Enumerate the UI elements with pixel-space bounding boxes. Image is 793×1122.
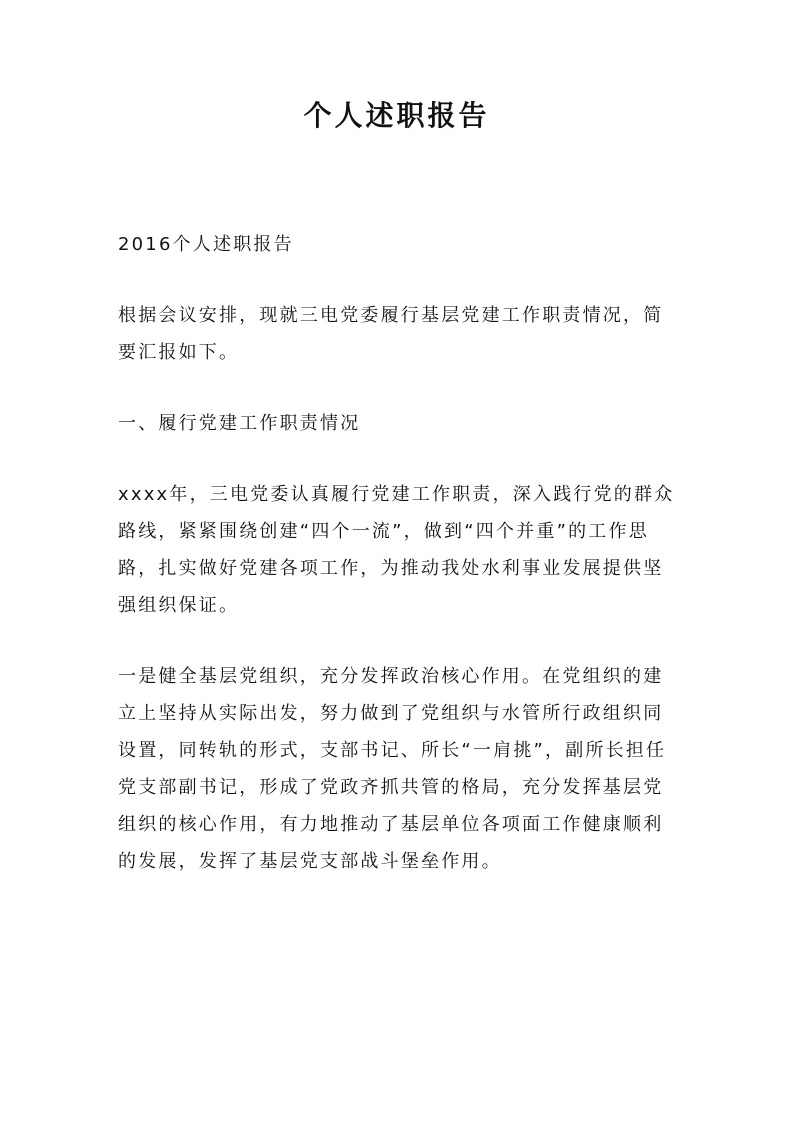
body-paragraph: xxxx年，三电党委认真履行党建工作职责，深入践行党的群众路线，紧紧围绕创建“四个一流”，做到“四个并重”的工作思路，扎实做好党建各项工作，为推动我处水利事业发展提供坚强组织保证。 bbox=[118, 484, 675, 616]
document-subtitle: 2016个人述职报告 bbox=[118, 234, 294, 255]
document-title: 个人述职报告 bbox=[303, 99, 490, 132]
section-heading: 一、履行党建工作职责情况 bbox=[118, 413, 361, 434]
intro-paragraph: 根据会议安排，现就三电党委履行基层党建工作职责情况，简要汇报如下。 bbox=[118, 305, 664, 363]
document-body bbox=[118, 226, 678, 914]
body-paragraph: 一是健全基层党组织，充分发挥政治核心作用。在党组织的建立上坚持从实际出发，努力做到了党组织与水管所行政组织同设置，同转轨的形式，支部书记、所长“一肩挑”，副所长担任党支部副书记，形成了党政齐抓共管的格局，充分发挥基层党组织的核心作用，有力地推动了基层单位各项面工作健康顺利的发展，发挥了基层党支部战斗堡垒作用。 bbox=[118, 666, 667, 872]
